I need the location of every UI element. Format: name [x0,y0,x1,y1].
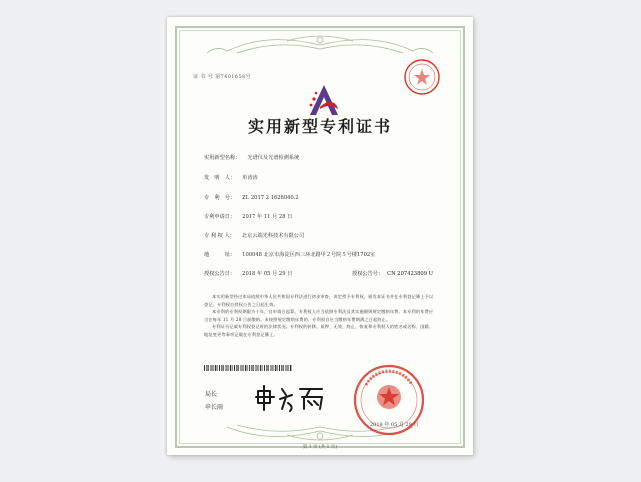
field-value: 北京云端光科技术有限公司 [241,233,305,239]
barcode [204,365,292,371]
director-signature [252,383,328,413]
field-patentee [204,232,304,239]
body-paragraph: 本实用新型经过本局依照中华人民共和国专利法进行初步审查，决定授予专利权，颁发本证书并在专利登记簿上予以登记。专利权自授权公告之日起生效。 [204,294,434,307]
body-paragraph: 本专利的专利权期限为十年，自申请日起算。专利权人应当依照专利法及其实施细则规定缴纳年费。本专利的年费应当在每年 11 月 28 日前缴纳。未按照规定缴纳年费的，专利权自应当缴纳年费期满之日起终止。 [204,309,434,322]
field-value: 100048 北京市海淀区西三环北路甲２号院５号楼1702室 [242,252,376,258]
certificate-number: 证 书 号 第7401658号 [193,74,252,80]
grant-number-value: CN 207423809 U [387,271,434,277]
field-utility-name [204,154,299,161]
field-inventor [204,174,258,181]
field-filing-date [204,213,292,220]
field-patent-number [204,194,299,201]
field-label: 发 明 人： [204,175,236,181]
director-name: 申长雨 [205,404,224,411]
field-value: 光谱仪及光谱检测系统 [247,155,300,161]
field-label: 实用新型名称： [204,155,241,161]
grant-number-row [352,270,433,277]
grant-date-row [204,270,292,277]
field-value: ZL 2017 2 1626040.2 [242,195,299,201]
field-label: 专 利 权 人： [204,233,235,239]
grant-date-value: 2018 年 05 月 29 日 [242,271,293,277]
page-footer: 第 1 页 (共 1 页) [302,445,338,450]
grant-date-label: 授权公告日： [204,271,236,277]
certificate-body-text [204,293,436,339]
grant-number-label: 授权公告号： [352,271,384,277]
field-value: 单涛涛 [242,175,258,181]
body-paragraph: 专利证书记载专利权登记时的法律状况。专利权的转移、质押、无效、终止、恢复和专利权人的姓名或名称、国籍、地址变更等事项记载在专利登记簿上。 [204,324,434,337]
top-right-stamp [402,57,442,97]
field-label: 专 利 号： [204,195,236,201]
certificate-title: 实用新型专利证书 [247,117,392,136]
director-title: 局长 [205,391,218,398]
certificate-page [167,17,473,455]
seal-date: 2018 年 05 月 29 日 [370,422,419,428]
field-label: 地 址： [204,252,236,258]
field-address [204,251,375,258]
field-label: 专利申请日： [204,214,236,220]
field-value: 2017 年 11 月 28 日 [242,214,293,220]
